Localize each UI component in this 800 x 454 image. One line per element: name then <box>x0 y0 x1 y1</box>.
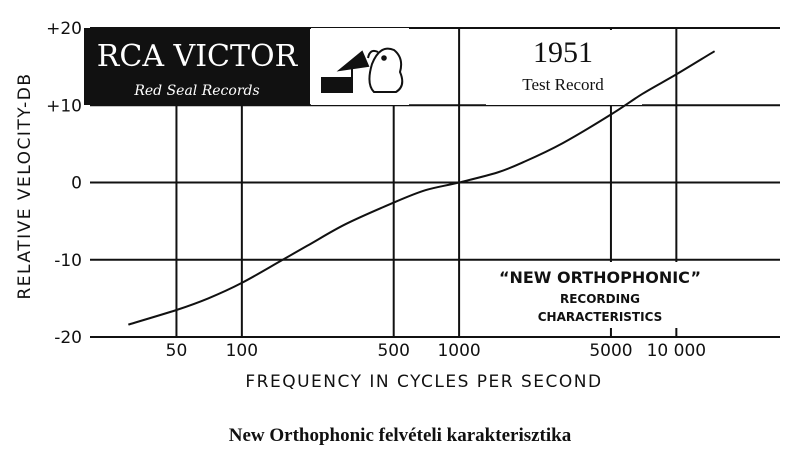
x-tick-label: 500 <box>377 341 410 361</box>
record-year: 1951 <box>533 36 593 69</box>
x-tick-label: 100 <box>225 341 259 361</box>
x-axis-title: FREQUENCY IN CYCLES PER SECOND <box>245 372 603 392</box>
y-tick-labels <box>46 19 82 348</box>
y-tick-label: -20 <box>54 328 82 348</box>
figure-caption: New Orthophonic felvételi karakterisztika <box>228 425 572 446</box>
y-tick-label: +10 <box>46 96 82 117</box>
orthophonic-line3: CHARACTERISTICS <box>537 310 663 324</box>
orthophonic-title: “NEW ORTHOPHONIC” <box>498 268 702 287</box>
x-tick-label: 50 <box>165 341 188 361</box>
orthophonic-line2: RECORDING <box>559 292 641 306</box>
x-tick-labels <box>166 341 706 361</box>
y-tick-label: +20 <box>46 19 82 39</box>
y-tick-label: 0 <box>71 173 82 194</box>
brand-name: RCA VICTOR <box>96 39 298 74</box>
x-tick-label: 1000 <box>437 341 481 361</box>
record-subtitle: Test Record <box>522 75 604 94</box>
x-tick-label: 10 000 <box>646 341 707 361</box>
x-tick-label: 5000 <box>589 341 633 361</box>
y-tick-label: -10 <box>54 250 82 271</box>
y-axis-title: RELATIVE VELOCITY-DB <box>15 72 35 300</box>
brand-subtitle: Red Seal Records <box>134 83 260 99</box>
